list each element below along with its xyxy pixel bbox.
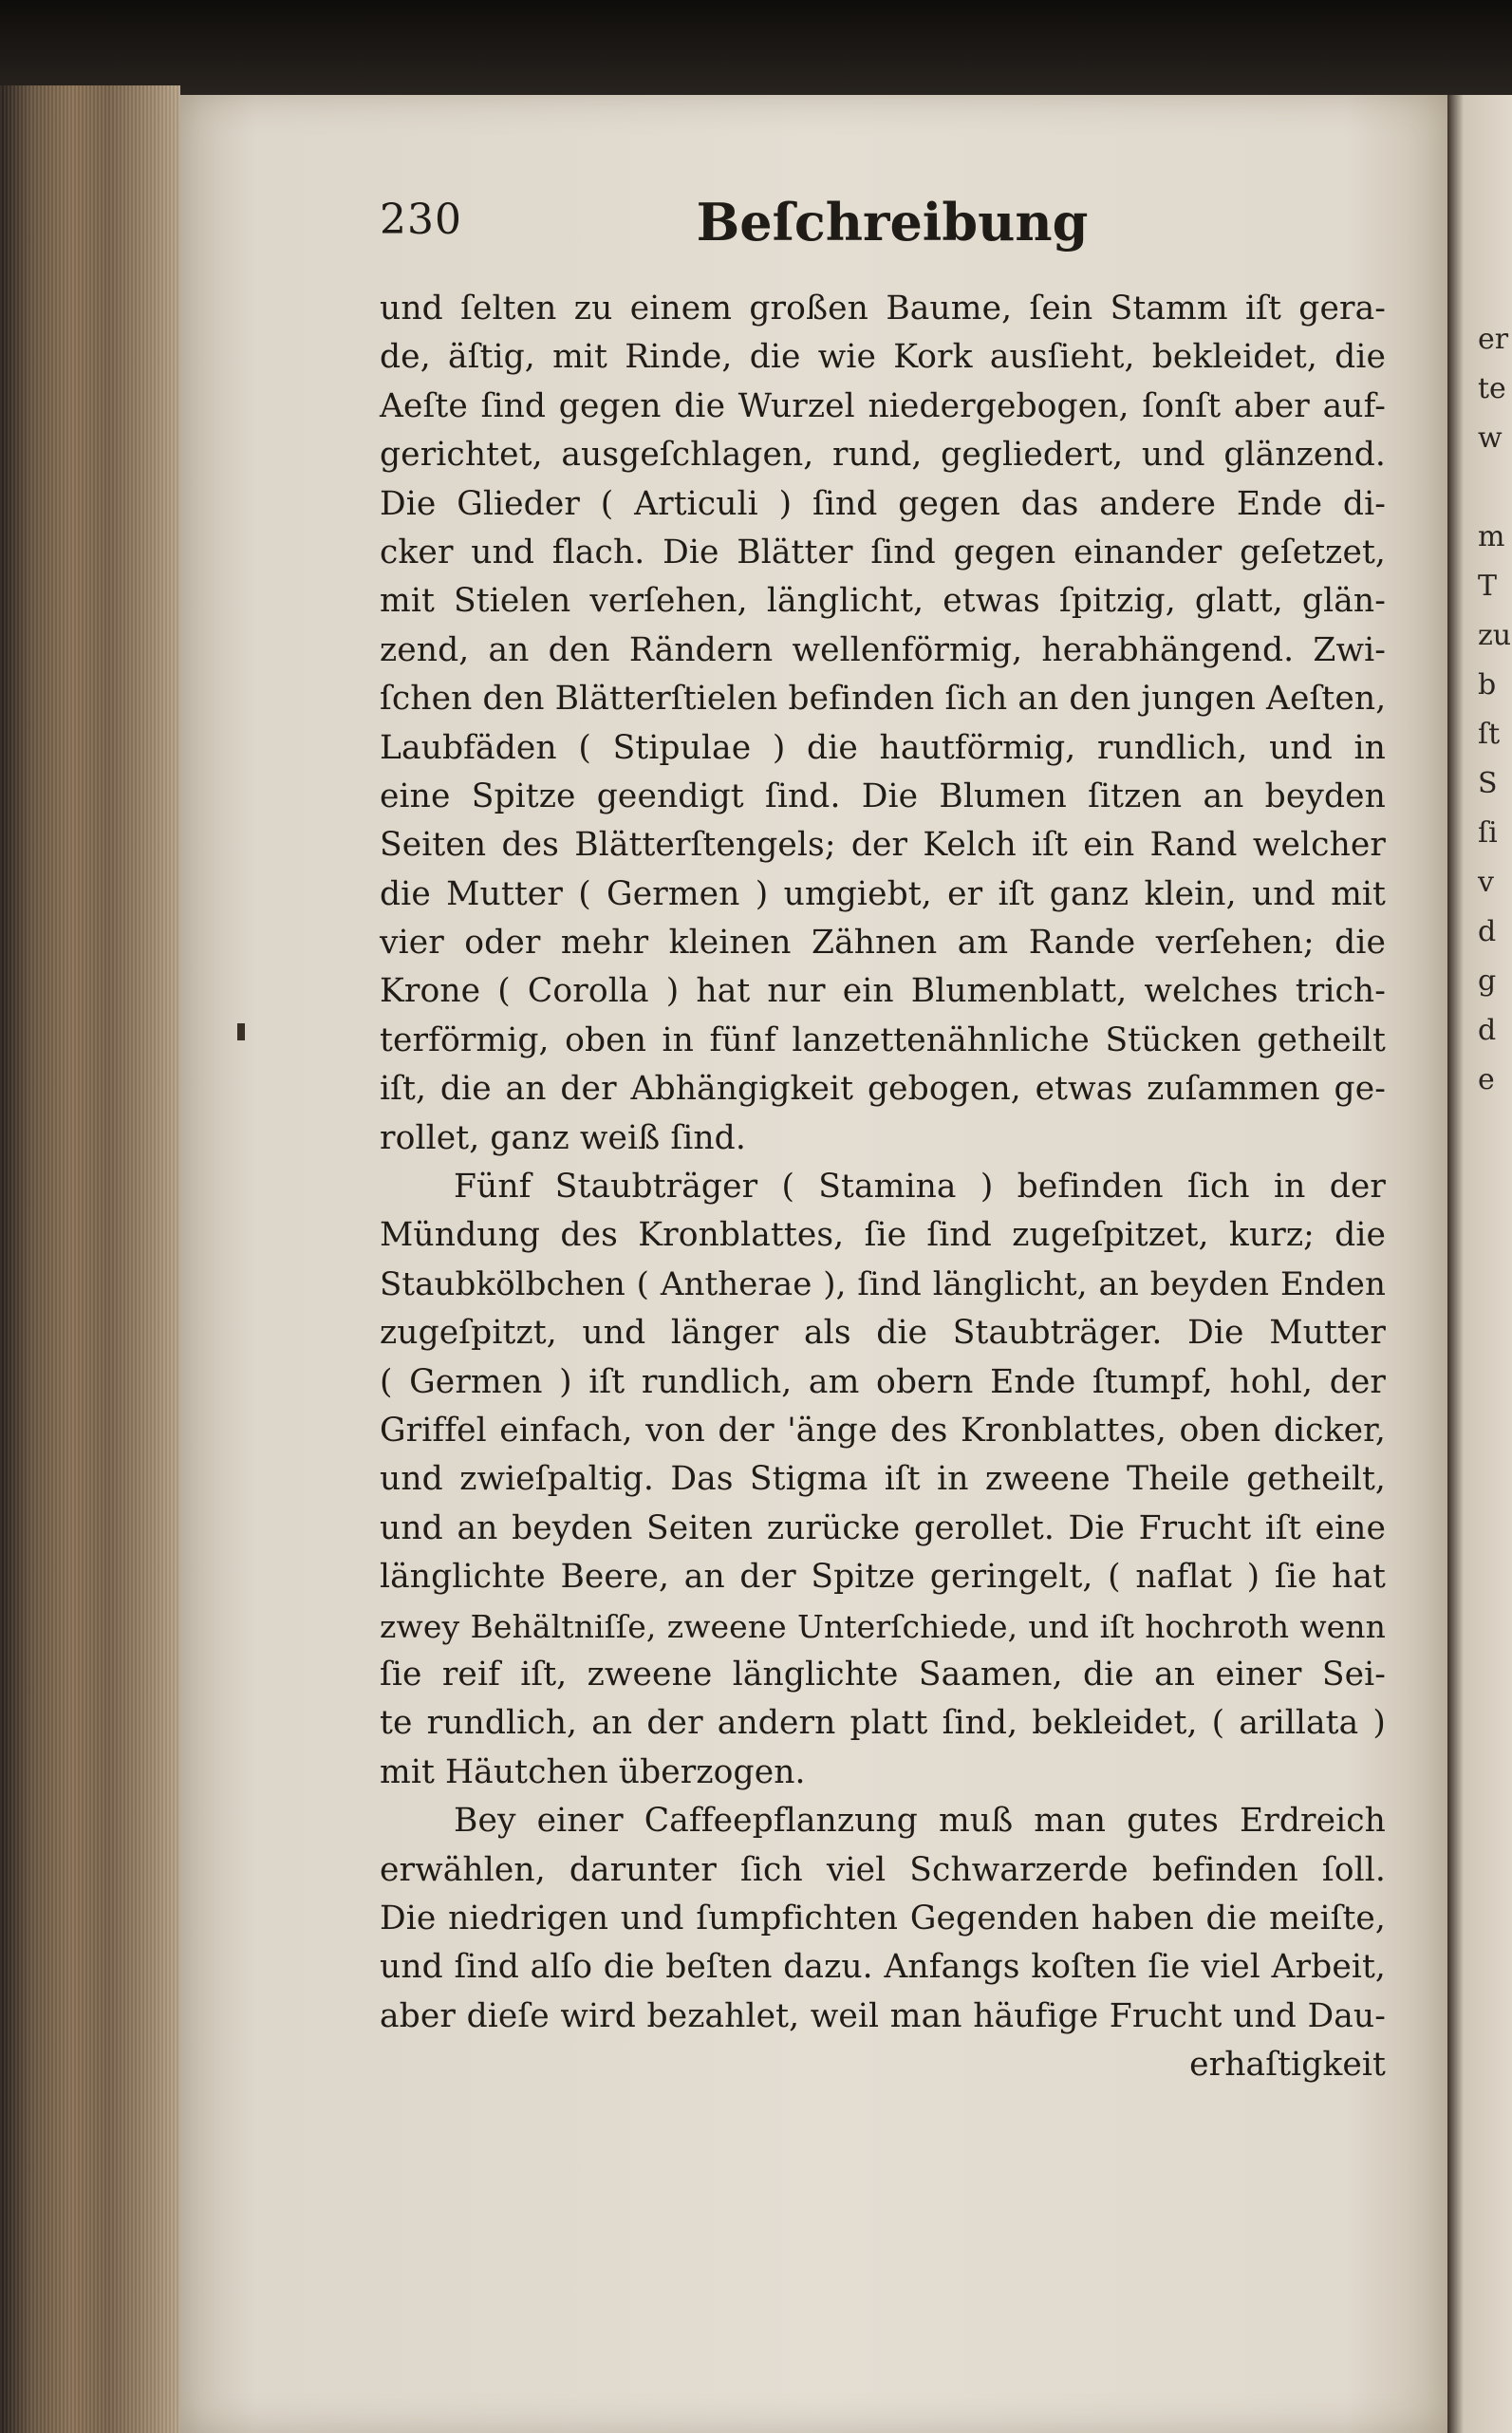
facing-fragment: ſt [1478, 718, 1501, 751]
text-line: Griffel einfach, von der 'änge des Kronblattes, oben dicker, [380, 1411, 1386, 1450]
text-line: ſie reif iſt, zweene länglichte Saamen, die an einer Sei- [380, 1655, 1386, 1694]
facing-page-edge [1447, 95, 1512, 2433]
text-line: Laubfäden ( Stipulae ) die hautförmig, rundlich, und in [380, 728, 1386, 767]
text-line: Fünf Staubträger ( Stamina ) befinden ſich in der [454, 1168, 1386, 1207]
text-line: und ſind alſo die beſten dazu. Anfangs koſten ſie viel Arbeit, [380, 1948, 1386, 1987]
text-line: Mündung des Kronblattes, ſie ſind zugeſpitzet, kurz; die [380, 1216, 1386, 1255]
text-line: mit Häutchen überzogen. [380, 1752, 806, 1791]
facing-fragment: m [1478, 520, 1505, 553]
text-line: Staubkölbchen ( Antherae ), ſind länglicht, an beyden Enden [380, 1264, 1386, 1303]
page-header [380, 192, 1405, 262]
text-line: Krone ( Corolla ) hat nur ein Blumenblatt, welches trich- [380, 972, 1386, 1011]
text-line: zend, an den Rändern wellenförmig, herabhängend. Zwi- [380, 630, 1386, 669]
page-stack-edge [0, 85, 180, 2433]
body-text [380, 285, 1386, 2089]
text-line: die Mutter ( Germen ) umgiebt, er iſt ganz klein, und mit [380, 874, 1386, 913]
catchword: erhaſtigkeit [1189, 2046, 1386, 2085]
text-line: Die Glieder ( Articuli ) ſind gegen das andere Ende di- [380, 484, 1386, 523]
text-line: Aeſte ſind gegen die Wurzel niedergebogen, ſonſt aber auf- [380, 386, 1386, 425]
text-line: ( Germen ) iſt rundlich, am obern Ende ſtumpf, hohl, der [380, 1362, 1386, 1401]
text-line: und ſelten zu einem großen Baume, ſein Stamm iſt gera- [380, 290, 1386, 328]
facing-fragment: g [1478, 964, 1497, 998]
facing-fragment: v [1478, 866, 1494, 899]
text-line: und an beyden Seiten zurücke gerollet. Die Frucht iſt eine [380, 1508, 1386, 1547]
text-line: te rundlich, an der andern platt ſind, bekleidet, ( arillata ) [380, 1704, 1386, 1743]
text-line: Seiten des Blätterſtengels; der Kelch iſt ein Rand welcher [380, 826, 1386, 865]
ink-spot [237, 1023, 245, 1040]
text-line: zugeſpitzt, und länger als die Staubträger. Die Mutter [380, 1314, 1386, 1353]
facing-fragment: b [1478, 668, 1497, 702]
facing-fragment: e [1478, 1063, 1495, 1096]
text-line: ſchen den Blätterſtielen befinden ſich an den jungen Aeſten, [380, 680, 1387, 719]
text-line: Die niedrigen und ſumpfichten Gegenden haben die meiſte, [380, 1899, 1386, 1937]
text-line: iſt, die an der Abhängigkeit gebogen, etwas zuſammen ge- [380, 1070, 1386, 1109]
text-line: erwählen, darunter ſich viel Schwarzerde befinden ſoll. [380, 1850, 1386, 1889]
facing-fragment: d [1478, 915, 1497, 948]
facing-fragment: te [1478, 372, 1506, 405]
text-line: rollet, ganz weiß ſind. [380, 1118, 746, 1157]
facing-fragment: T [1478, 570, 1498, 603]
running-head: Beſchreibung [696, 192, 1089, 253]
book-cover-top [0, 0, 1512, 104]
text-line: de, äſtig, mit Rinde, die wie Kork ausſieht, bekleidet, die [380, 338, 1386, 377]
text-line: aber dieſe wird bezahlet, weil man häufige Frucht und Dau- [380, 1996, 1386, 2035]
text-line: eine Spitze geendigt ſind. Die Blumen ſitzen an beyden [380, 777, 1386, 815]
facing-fragment: w [1478, 421, 1503, 455]
text-line: cker und flach. Die Blätter ſind gegen einander geſetzet, [380, 533, 1386, 571]
facing-fragment: d [1478, 1014, 1497, 1047]
text-line: länglichte Beere, an der Spitze geringelt, ( naflat ) ſie hat [380, 1558, 1386, 1597]
facing-fragment: ſi [1478, 816, 1498, 850]
text-line: und zwieſpaltig. Das Stigma iſt in zweene Theile getheilt, [380, 1460, 1386, 1499]
facing-fragment: er [1478, 323, 1509, 356]
text-line: vier oder mehr kleinen Zähnen am Rande verſehen; die [380, 924, 1386, 963]
text-line: terförmig, oben in fünf lanzettenähnliche Stücken getheilt [380, 1020, 1386, 1059]
page-number: 230 [380, 196, 462, 244]
text-line: zwey Behältniſſe, zweene Unterſchiede, und iſt hochroth wenn [380, 1607, 1386, 1645]
text-line: gerichtet, ausgeſchlagen, rund, gegliedert, und glänzend. [380, 436, 1386, 475]
facing-fragment: S [1478, 767, 1498, 800]
text-line: Bey einer Caffeepflanzung muß man gutes Erdreich [454, 1802, 1386, 1841]
text-line: mit Stielen verſehen, länglicht, etwas ſpitzig, glatt, glän- [380, 582, 1386, 621]
facing-fragment: zu [1478, 619, 1512, 652]
